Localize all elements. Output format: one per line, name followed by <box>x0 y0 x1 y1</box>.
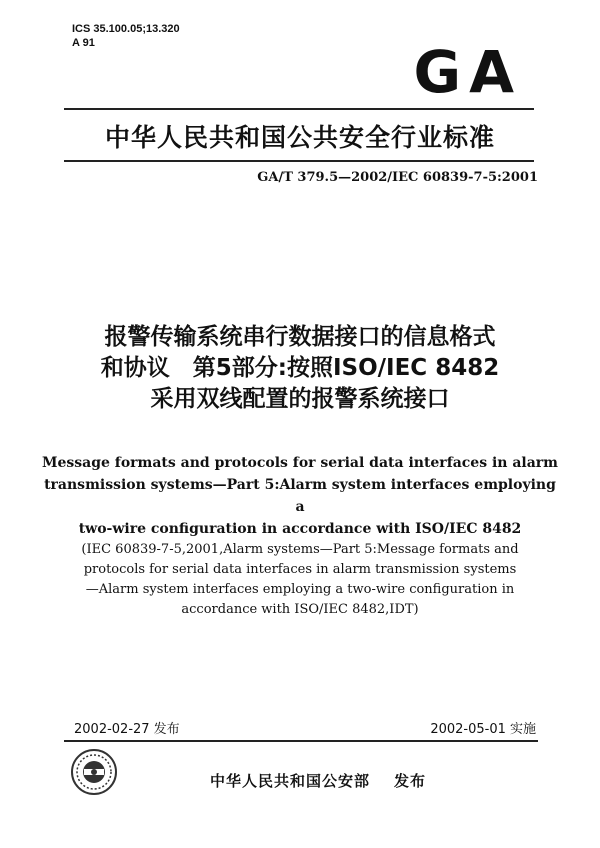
ics-code: ICS 35.100.05;13.320 <box>72 23 180 35</box>
idt-note-line: —Alarm system interfaces employing a two-wire configuration in <box>85 582 515 597</box>
chinese-title-line: 采用双线配置的报警系统接口 <box>150 386 450 412</box>
release-date: 2002-02-27 发布 <box>74 722 180 737</box>
english-title-line: Message formats and protocols for serial data interfaces in alarm <box>42 455 558 471</box>
implement-date: 2002-05-01 实施 <box>430 722 536 737</box>
idt-note-line: protocols for serial data interfaces in alarm transmission systems <box>83 562 517 577</box>
english-title <box>40 452 560 540</box>
ccs-code: A 91 <box>72 37 95 49</box>
standard-number: GA/T 379.5—2002/IEC 60839-7-5:2001 <box>257 170 538 185</box>
english-title-line: two-wire configuration in accordance with ISO/IEC 8482 <box>78 521 522 537</box>
issue-verb: 发布 <box>394 772 427 790</box>
chinese-title-line: 报警传输系统串行数据接口的信息格式 <box>104 324 496 350</box>
idt-note-line: (IEC 60839-7-5,2001,Alarm systems—Part 5:Message formats and <box>81 542 519 557</box>
classification-codes <box>72 22 180 50</box>
idt-note <box>50 540 550 620</box>
idt-note-line: accordance with ISO/IEC 8482,IDT) <box>181 602 419 617</box>
header-rule-lower <box>64 160 534 162</box>
english-title-line: transmission systems—Part 5:Alarm system interfaces employing a <box>44 477 556 515</box>
standard-header: 中华人民共和国公共安全行业标准 <box>104 123 495 152</box>
police-emblem-icon <box>70 748 118 796</box>
issuer <box>210 770 426 791</box>
ga-logo: GA <box>413 38 522 106</box>
header-rule <box>64 108 534 110</box>
chinese-title-line: 和协议 第5部分:按照ISO/IEC 8482 <box>100 355 500 381</box>
issuer-name: 中华人民共和国公安部 <box>210 772 371 790</box>
footer-rule <box>64 740 538 742</box>
chinese-title <box>0 322 600 415</box>
